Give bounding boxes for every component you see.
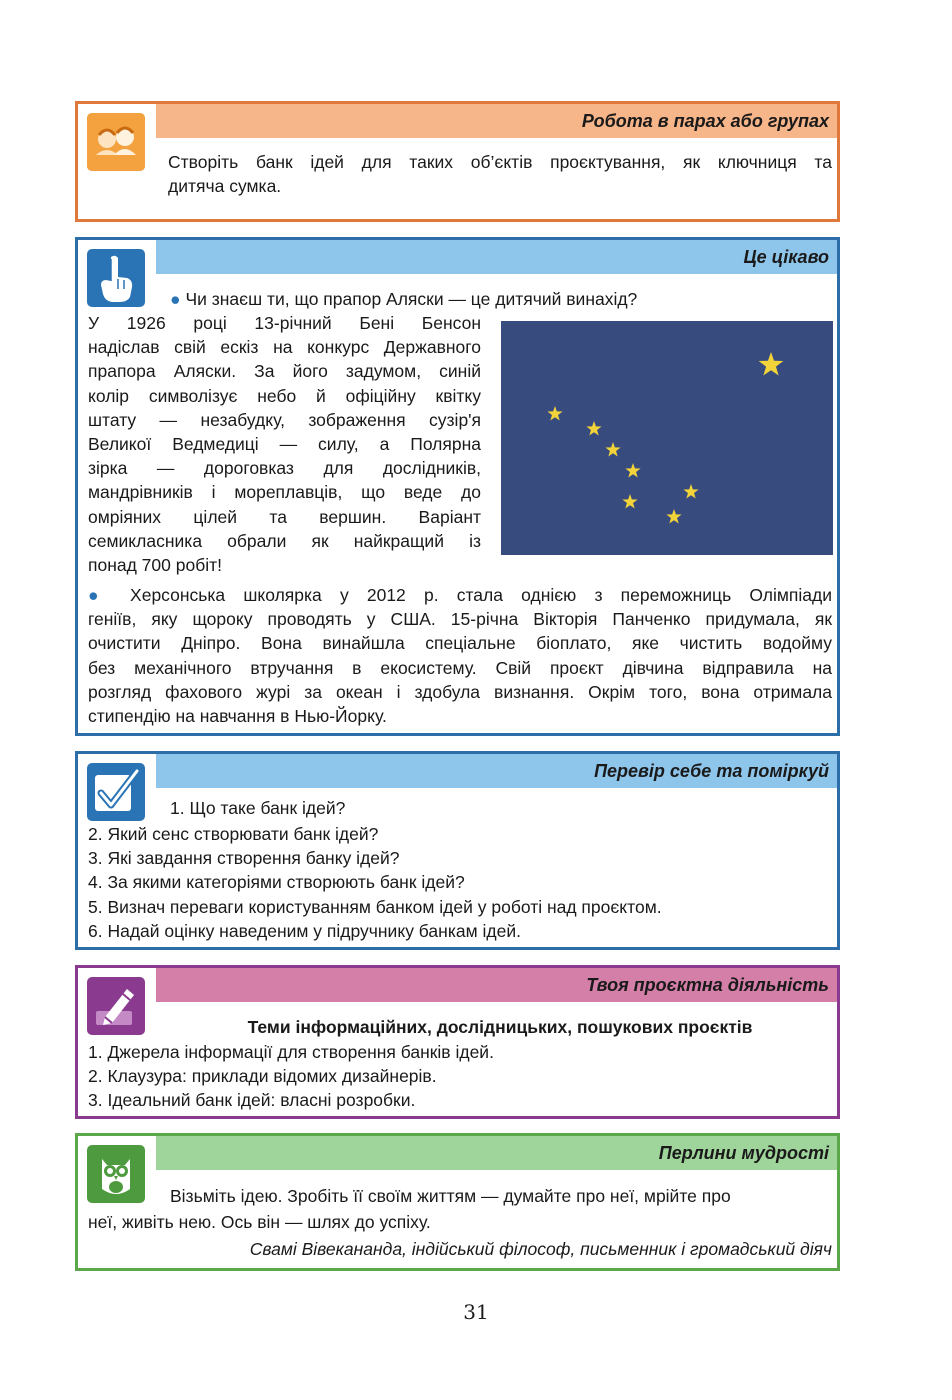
star-icon — [547, 406, 562, 420]
star-icon — [666, 509, 681, 523]
project-topic-item: 3. Ідеальний банк ідей: власні розробки. — [88, 1090, 416, 1111]
kherson-text-line: стипендію на навчання в Нью-Йорку. — [88, 706, 387, 727]
polaris-star-icon — [759, 352, 784, 376]
alaska-text-line: мандрівників і мореплавців, що веде до — [88, 482, 481, 503]
question-item: 4. За якими категоріями створюють банк ідей? — [88, 872, 465, 893]
star-icon — [625, 463, 640, 477]
kherson-text-line: геніїв, яку щороку проводять у США. 15-річна Вікторія Панченко придумала, як — [88, 609, 832, 630]
project-activity-box — [75, 965, 840, 1119]
kherson-text-line: розгляд фахового журі за океан і здобула визнання. Окрім того, вона отримала — [88, 681, 832, 702]
question-item: 5. Визнач переваги користуванням банком ідей у роботі над проєктом. — [88, 896, 662, 917]
interesting-facts-box — [75, 237, 840, 736]
pointing-finger-icon — [87, 249, 145, 307]
question-item: 6. Надай оцінку наведеним у підручнику банкам ідей. — [88, 920, 521, 941]
alaska-text-line: семикласника обрали як найкращий із — [88, 530, 481, 551]
pair-work-text-line: Створіть банк ідей для таких об’єктів проєктування, як ключниця та — [168, 152, 832, 172]
alaska-text-line: понад 700 робіт! — [88, 555, 222, 576]
wisdom-author: Свамі Вівекананда, індійський філософ, письменник і громадський діяч — [249, 1239, 832, 1260]
wisdom-box — [75, 1133, 840, 1271]
pair-work-box — [75, 101, 840, 222]
kherson-text-line: очистити Дніпро. Вона винайшла спеціальне біоплато, яке чистить водойму — [88, 633, 832, 654]
interesting-question: Чи знаєш ти, що прапор Аляски — це дитячий винахід? — [185, 289, 638, 309]
project-topic-item: 2. Клаузура: приклади відомих дизайнерів. — [88, 1066, 437, 1087]
pair-work-icon — [87, 113, 145, 171]
kherson-text-line: Херсонська школярка у 2012 р. стала однією з переможниць Олімпіади — [130, 585, 832, 605]
alaska-text-line: зірка — дороговказ для дослідників, — [88, 458, 481, 479]
pair-work-header: Робота в парах або групах — [156, 104, 837, 138]
project-header: Твоя проєктна діяльність — [156, 968, 837, 1002]
owl-icon — [87, 1145, 145, 1203]
bullet-icon: ● — [88, 585, 131, 605]
wisdom-quote-line: неї, живіть нею. Ось він — шлях до успіху. — [88, 1212, 431, 1232]
project-subtitle: Теми інформаційних, дослідницьких, пошукових проєктів — [247, 1017, 753, 1037]
page-number: 31 — [463, 1300, 489, 1324]
wisdom-quote-line: Візьміть ідею. Зробіть її своїм життям — думайте про неї, мрійте про — [170, 1186, 731, 1206]
alaska-text-line: надіслав свій ескіз на конкурс Державного — [88, 337, 481, 358]
check-yourself-box — [75, 751, 840, 950]
alaska-text-line: колір символізує небо й офіційну квітку — [88, 385, 481, 406]
kherson-text-line: без механічного втручання в екосистему. Свій проєкт дівчина відправила на — [88, 657, 832, 678]
project-topic-item: 1. Джерела інформації для створення банків ідей. — [88, 1042, 494, 1062]
pair-work-text-line: дитяча сумка. — [168, 176, 282, 197]
interesting-header: Це цікаво — [156, 240, 837, 274]
star-icon — [586, 421, 601, 435]
question-item: 3. Які завдання створення банку ідей? — [88, 848, 400, 869]
bullet-icon: ● — [170, 289, 186, 309]
alaska-text-line: штату — незабудку, зображення сузір'я — [88, 409, 481, 430]
star-icon — [605, 442, 620, 456]
star-icon — [622, 494, 637, 508]
alaska-text-line: Великої Ведмедиці — силу, а Полярна — [88, 434, 481, 455]
check-header: Перевір себе та поміркуй — [156, 754, 837, 788]
pencil-icon — [87, 977, 145, 1035]
alaska-text-line: омріяних цілей та вершин. Варіант — [88, 506, 481, 527]
question-item: 1. Що таке банк ідей? — [170, 798, 346, 818]
wisdom-header: Перлини мудрості — [156, 1136, 837, 1170]
alaska-flag-image — [501, 321, 833, 555]
alaska-text-line: прапора Аляски. За його задумом, синій — [88, 361, 481, 382]
alaska-text-line: У 1926 році 13-річний Бені Бенсон — [88, 313, 481, 333]
star-icon — [683, 484, 698, 498]
checkmark-icon — [87, 763, 145, 821]
question-item: 2. Який сенс створювати банк ідей? — [88, 824, 379, 844]
